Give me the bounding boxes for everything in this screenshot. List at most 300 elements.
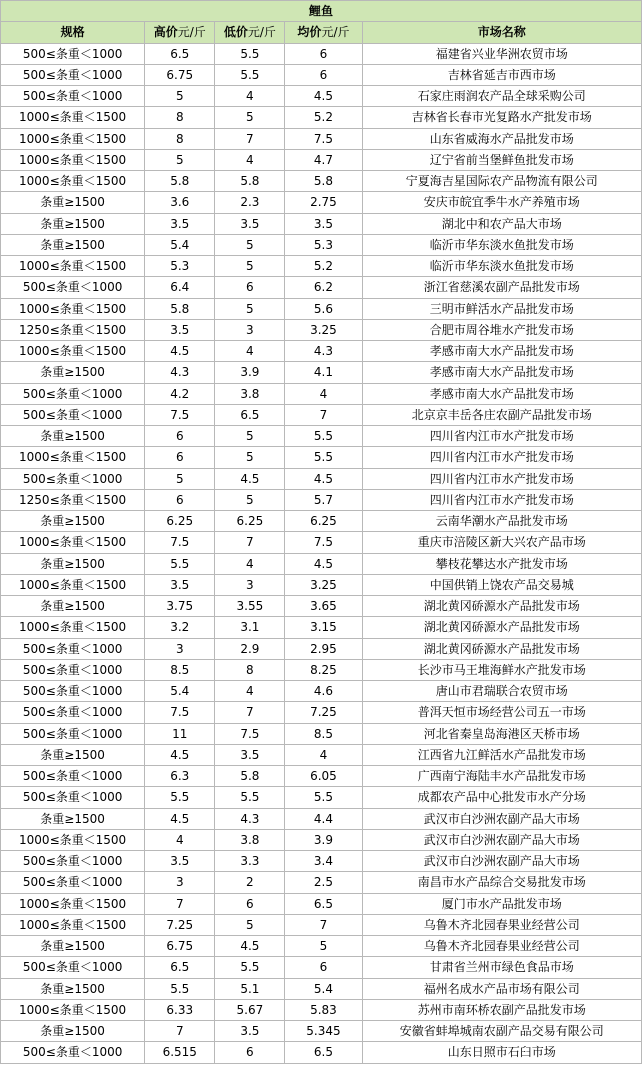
high-price-cell: 4.5 — [145, 341, 215, 362]
market-cell: 福建省兴业华洲农贸市场 — [362, 43, 641, 64]
header-high-label: 高价 — [153, 25, 178, 40]
table-row — [1, 638, 642, 659]
market-cell: 吉林省延吉市西市场 — [362, 64, 641, 85]
avg-price-cell: 6 — [285, 43, 362, 64]
spec-cell: 500≤条重＜1000 — [1, 872, 145, 893]
table-row — [1, 277, 642, 298]
avg-price-cell: 4.7 — [285, 149, 362, 170]
spec-cell: 1250≤条重＜1500 — [1, 319, 145, 340]
spec-cell: 1000≤条重＜1500 — [1, 341, 145, 362]
market-cell: 临沂市华东淡水鱼批发市场 — [362, 234, 641, 255]
low-price-cell: 5 — [215, 107, 285, 128]
market-cell: 安徽省蚌埠城南农副产品交易有限公司 — [362, 1021, 641, 1042]
low-price-cell: 5 — [215, 298, 285, 319]
high-price-cell: 5.8 — [145, 171, 215, 192]
spec-cell: 1000≤条重＜1500 — [1, 617, 145, 638]
low-price-cell: 5 — [215, 914, 285, 935]
spec-cell: 500≤条重＜1000 — [1, 723, 145, 744]
market-cell: 湖北中和农产品大市场 — [362, 213, 641, 234]
market-cell: 唐山市君瑞联合农贸市场 — [362, 681, 641, 702]
low-price-cell: 4 — [215, 341, 285, 362]
spec-cell: 1000≤条重＜1500 — [1, 893, 145, 914]
spec-cell: 1000≤条重＜1500 — [1, 829, 145, 850]
market-cell: 吉林省长春市光复路水产批发市场 — [362, 107, 641, 128]
spec-cell: 1000≤条重＜1500 — [1, 574, 145, 595]
header-low-unit: 元/斤 — [247, 25, 276, 40]
spec-cell: 500≤条重＜1000 — [1, 468, 145, 489]
spec-cell: 1000≤条重＜1500 — [1, 999, 145, 1020]
spec-cell: 条重≥1500 — [1, 362, 145, 383]
market-cell: 孝感市南大水产品批发市场 — [362, 383, 641, 404]
table-row — [1, 957, 642, 978]
table-row — [1, 766, 642, 787]
avg-price-cell: 4.6 — [285, 681, 362, 702]
spec-cell: 500≤条重＜1000 — [1, 404, 145, 425]
table-row — [1, 1021, 642, 1042]
spec-cell: 条重≥1500 — [1, 1021, 145, 1042]
avg-price-cell: 4.1 — [285, 362, 362, 383]
spec-cell: 条重≥1500 — [1, 596, 145, 617]
low-price-cell: 5.8 — [215, 766, 285, 787]
low-price-cell: 3.8 — [215, 383, 285, 404]
table-row — [1, 298, 642, 319]
low-price-cell: 4 — [215, 681, 285, 702]
avg-price-cell: 3.25 — [285, 319, 362, 340]
market-cell: 普洱天恒市场经营公司五一市场 — [362, 702, 641, 723]
low-price-cell: 5.5 — [215, 43, 285, 64]
market-cell: 广西南宁海陆丰水产品批发市场 — [362, 766, 641, 787]
table-row — [1, 978, 642, 999]
high-price-cell: 4.5 — [145, 808, 215, 829]
spec-cell: 1000≤条重＜1500 — [1, 149, 145, 170]
spec-cell: 条重≥1500 — [1, 426, 145, 447]
table-row — [1, 872, 642, 893]
market-cell: 山东省威海水产品批发市场 — [362, 128, 641, 149]
market-cell: 孝感市南大水产品批发市场 — [362, 341, 641, 362]
header-avg-unit: 元/斤 — [321, 25, 350, 40]
header-spec: 规格 — [1, 22, 145, 43]
market-cell: 四川省内江市水产批发市场 — [362, 489, 641, 510]
high-price-cell: 6 — [145, 447, 215, 468]
avg-price-cell: 7.25 — [285, 702, 362, 723]
high-price-cell: 6.33 — [145, 999, 215, 1020]
low-price-cell: 5 — [215, 256, 285, 277]
low-price-cell: 6 — [215, 893, 285, 914]
low-price-cell: 4.3 — [215, 808, 285, 829]
avg-price-cell: 6.25 — [285, 511, 362, 532]
avg-price-cell: 5.2 — [285, 256, 362, 277]
spec-cell: 1000≤条重＜1500 — [1, 128, 145, 149]
table-row — [1, 362, 642, 383]
market-cell: 山东日照市石臼市场 — [362, 1042, 641, 1063]
low-price-cell: 5 — [215, 234, 285, 255]
market-cell: 合肥市周谷堆水产批发市场 — [362, 319, 641, 340]
high-price-cell: 5 — [145, 149, 215, 170]
market-cell: 江西省九江鲜活水产品批发市场 — [362, 744, 641, 765]
avg-price-cell: 8.25 — [285, 659, 362, 680]
low-price-cell: 7 — [215, 128, 285, 149]
market-cell: 石家庄雨润农产品全球采购公司 — [362, 86, 641, 107]
avg-price-cell: 5.8 — [285, 171, 362, 192]
spec-cell: 500≤条重＜1000 — [1, 766, 145, 787]
high-price-cell: 5.3 — [145, 256, 215, 277]
high-price-cell: 11 — [145, 723, 215, 744]
table-row — [1, 43, 642, 64]
table-row — [1, 936, 642, 957]
spec-cell: 条重≥1500 — [1, 744, 145, 765]
table-row — [1, 383, 642, 404]
low-price-cell: 3 — [215, 574, 285, 595]
high-price-cell: 8.5 — [145, 659, 215, 680]
avg-price-cell: 3.25 — [285, 574, 362, 595]
market-cell: 四川省内江市水产批发市场 — [362, 468, 641, 489]
table-row — [1, 808, 642, 829]
avg-price-cell: 3.4 — [285, 851, 362, 872]
table-row — [1, 574, 642, 595]
avg-price-cell: 3.9 — [285, 829, 362, 850]
table-row — [1, 213, 642, 234]
high-price-cell: 3.6 — [145, 192, 215, 213]
high-price-cell: 6.3 — [145, 766, 215, 787]
low-price-cell: 2 — [215, 872, 285, 893]
table-row — [1, 341, 642, 362]
low-price-cell: 5.8 — [215, 171, 285, 192]
low-price-cell: 5.5 — [215, 957, 285, 978]
low-price-cell: 3.3 — [215, 851, 285, 872]
table-row — [1, 319, 642, 340]
high-price-cell: 6.5 — [145, 957, 215, 978]
table-row — [1, 1042, 642, 1063]
avg-price-cell: 6.2 — [285, 277, 362, 298]
market-cell: 辽宁省前当堡鲜鱼批发市场 — [362, 149, 641, 170]
table-row — [1, 553, 642, 574]
avg-price-cell: 8.5 — [285, 723, 362, 744]
market-cell: 宁夏海吉星国际农产品物流有限公司 — [362, 171, 641, 192]
table-row — [1, 468, 642, 489]
table-row — [1, 404, 642, 425]
spec-cell: 500≤条重＜1000 — [1, 277, 145, 298]
spec-cell: 1000≤条重＜1500 — [1, 171, 145, 192]
market-cell: 三明市鲜活水产品批发市场 — [362, 298, 641, 319]
low-price-cell: 6 — [215, 1042, 285, 1063]
market-cell: 安庆市皖宜季牛水产养殖市场 — [362, 192, 641, 213]
table-row — [1, 681, 642, 702]
header-high-unit: 元/斤 — [177, 25, 206, 40]
high-price-cell: 7.5 — [145, 702, 215, 723]
low-price-cell: 5.5 — [215, 64, 285, 85]
table-row — [1, 596, 642, 617]
high-price-cell: 6.515 — [145, 1042, 215, 1063]
table-row — [1, 171, 642, 192]
avg-price-cell: 6 — [285, 64, 362, 85]
market-cell: 云南华潮水产品批发市场 — [362, 511, 641, 532]
avg-price-cell: 3.5 — [285, 213, 362, 234]
spec-cell: 1000≤条重＜1500 — [1, 447, 145, 468]
spec-cell: 1000≤条重＜1500 — [1, 256, 145, 277]
avg-price-cell: 6.05 — [285, 766, 362, 787]
market-cell: 甘肃省兰州市绿色食品市场 — [362, 957, 641, 978]
table-row — [1, 192, 642, 213]
avg-price-cell: 4.5 — [285, 86, 362, 107]
header-high-price — [145, 22, 215, 43]
high-price-cell: 5.4 — [145, 681, 215, 702]
high-price-cell: 3.2 — [145, 617, 215, 638]
market-cell: 乌鲁木齐北园春果业经营公司 — [362, 936, 641, 957]
low-price-cell: 8 — [215, 659, 285, 680]
market-cell: 成都农产品中心批发市水产分场 — [362, 787, 641, 808]
high-price-cell: 4.5 — [145, 744, 215, 765]
spec-cell: 500≤条重＜1000 — [1, 638, 145, 659]
table-row — [1, 744, 642, 765]
table-row — [1, 999, 642, 1020]
market-cell: 武汉市白沙洲农副产品大市场 — [362, 851, 641, 872]
table-row — [1, 787, 642, 808]
low-price-cell: 4 — [215, 86, 285, 107]
low-price-cell: 5 — [215, 447, 285, 468]
market-cell: 武汉市白沙洲农副产品大市场 — [362, 829, 641, 850]
low-price-cell: 7 — [215, 532, 285, 553]
spec-cell: 1000≤条重＜1500 — [1, 107, 145, 128]
low-price-cell: 6.25 — [215, 511, 285, 532]
high-price-cell: 8 — [145, 128, 215, 149]
market-cell: 长沙市马王堆海鲜水产批发市场 — [362, 659, 641, 680]
market-cell: 厦门市水产品批发市场 — [362, 893, 641, 914]
header-avg-label: 均价 — [297, 25, 322, 40]
table-row — [1, 426, 642, 447]
market-cell: 四川省内江市水产批发市场 — [362, 447, 641, 468]
avg-price-cell: 4 — [285, 744, 362, 765]
high-price-cell: 3.75 — [145, 596, 215, 617]
low-price-cell: 2.9 — [215, 638, 285, 659]
low-price-cell: 3.5 — [215, 213, 285, 234]
avg-price-cell: 2.5 — [285, 872, 362, 893]
low-price-cell: 3.9 — [215, 362, 285, 383]
table-row — [1, 64, 642, 85]
table-row — [1, 723, 642, 744]
avg-price-cell: 4.5 — [285, 553, 362, 574]
high-price-cell: 3.5 — [145, 574, 215, 595]
low-price-cell: 3.1 — [215, 617, 285, 638]
spec-cell: 1250≤条重＜1500 — [1, 489, 145, 510]
low-price-cell: 5 — [215, 426, 285, 447]
table-row — [1, 447, 642, 468]
high-price-cell: 5.5 — [145, 787, 215, 808]
low-price-cell: 5.1 — [215, 978, 285, 999]
spec-cell: 500≤条重＜1000 — [1, 659, 145, 680]
high-price-cell: 5.4 — [145, 234, 215, 255]
table-row — [1, 149, 642, 170]
high-price-cell: 3.5 — [145, 319, 215, 340]
table-row — [1, 489, 642, 510]
table-row — [1, 617, 642, 638]
high-price-cell: 7.5 — [145, 532, 215, 553]
low-price-cell: 7 — [215, 702, 285, 723]
low-price-cell: 3.8 — [215, 829, 285, 850]
table-row — [1, 86, 642, 107]
header-low-price — [215, 22, 285, 43]
spec-cell: 500≤条重＜1000 — [1, 702, 145, 723]
high-price-cell: 7 — [145, 1021, 215, 1042]
avg-price-cell: 4 — [285, 383, 362, 404]
table-row — [1, 851, 642, 872]
high-price-cell: 3.5 — [145, 851, 215, 872]
avg-price-cell: 3.65 — [285, 596, 362, 617]
spec-cell: 500≤条重＜1000 — [1, 851, 145, 872]
high-price-cell: 6 — [145, 489, 215, 510]
high-price-cell: 5 — [145, 468, 215, 489]
avg-price-cell: 6.5 — [285, 893, 362, 914]
market-cell: 福州名成水产品市场有限公司 — [362, 978, 641, 999]
market-cell: 临沂市华东淡水鱼批发市场 — [362, 256, 641, 277]
spec-cell: 条重≥1500 — [1, 234, 145, 255]
avg-price-cell: 5.5 — [285, 787, 362, 808]
high-price-cell: 6.75 — [145, 936, 215, 957]
avg-price-cell: 7.5 — [285, 532, 362, 553]
spec-cell: 1000≤条重＜1500 — [1, 298, 145, 319]
low-price-cell: 3.5 — [215, 1021, 285, 1042]
spec-cell: 500≤条重＜1000 — [1, 787, 145, 808]
high-price-cell: 6.5 — [145, 43, 215, 64]
table-row — [1, 829, 642, 850]
low-price-cell: 6.5 — [215, 404, 285, 425]
low-price-cell: 5.5 — [215, 787, 285, 808]
header-row — [1, 22, 642, 43]
spec-cell: 500≤条重＜1000 — [1, 681, 145, 702]
table-body — [1, 43, 642, 1063]
header-market: 市场名称 — [362, 22, 641, 43]
low-price-cell: 4 — [215, 553, 285, 574]
avg-price-cell: 7.5 — [285, 128, 362, 149]
table-row — [1, 234, 642, 255]
avg-price-cell: 5.7 — [285, 489, 362, 510]
table-row — [1, 914, 642, 935]
market-cell: 湖北黄冈硚源水产品批发市场 — [362, 638, 641, 659]
spec-cell: 1000≤条重＜1500 — [1, 532, 145, 553]
avg-price-cell: 4.3 — [285, 341, 362, 362]
spec-cell: 1000≤条重＜1500 — [1, 914, 145, 935]
spec-cell: 条重≥1500 — [1, 808, 145, 829]
high-price-cell: 5.5 — [145, 978, 215, 999]
spec-cell: 条重≥1500 — [1, 511, 145, 532]
avg-price-cell: 5.6 — [285, 298, 362, 319]
title-row — [1, 1, 642, 22]
avg-price-cell: 4.4 — [285, 808, 362, 829]
avg-price-cell: 5.345 — [285, 1021, 362, 1042]
avg-price-cell: 5.5 — [285, 447, 362, 468]
spec-cell: 条重≥1500 — [1, 192, 145, 213]
header-avg-price — [285, 22, 362, 43]
avg-price-cell: 6.5 — [285, 1042, 362, 1063]
market-cell: 北京京丰岳各庄农副产品批发市场 — [362, 404, 641, 425]
spec-cell: 条重≥1500 — [1, 936, 145, 957]
spec-cell: 条重≥1500 — [1, 978, 145, 999]
low-price-cell: 2.3 — [215, 192, 285, 213]
low-price-cell: 3.5 — [215, 744, 285, 765]
avg-price-cell: 2.75 — [285, 192, 362, 213]
high-price-cell: 4 — [145, 829, 215, 850]
market-cell: 乌鲁木齐北园春果业经营公司 — [362, 914, 641, 935]
spec-cell: 500≤条重＜1000 — [1, 86, 145, 107]
avg-price-cell: 5 — [285, 936, 362, 957]
market-cell: 武汉市白沙洲农副产品大市场 — [362, 808, 641, 829]
table-row — [1, 256, 642, 277]
market-cell: 湖北黄冈硚源水产品批发市场 — [362, 617, 641, 638]
low-price-cell: 7.5 — [215, 723, 285, 744]
table-row — [1, 532, 642, 553]
high-price-cell: 3.5 — [145, 213, 215, 234]
market-cell: 南昌市水产品综合交易批发市场 — [362, 872, 641, 893]
high-price-cell: 6.25 — [145, 511, 215, 532]
market-cell: 四川省内江市水产批发市场 — [362, 426, 641, 447]
low-price-cell: 4.5 — [215, 936, 285, 957]
avg-price-cell: 5.2 — [285, 107, 362, 128]
high-price-cell: 8 — [145, 107, 215, 128]
spec-cell: 500≤条重＜1000 — [1, 43, 145, 64]
avg-price-cell: 4.5 — [285, 468, 362, 489]
market-cell: 苏州市南环桥农副产品批发市场 — [362, 999, 641, 1020]
spec-cell: 条重≥1500 — [1, 213, 145, 234]
high-price-cell: 5 — [145, 86, 215, 107]
avg-price-cell: 5.3 — [285, 234, 362, 255]
market-cell: 湖北黄冈硚源水产品批发市场 — [362, 596, 641, 617]
low-price-cell: 6 — [215, 277, 285, 298]
table-row — [1, 702, 642, 723]
high-price-cell: 4.2 — [145, 383, 215, 404]
high-price-cell: 7 — [145, 893, 215, 914]
table-row — [1, 107, 642, 128]
high-price-cell: 5.5 — [145, 553, 215, 574]
spec-cell: 500≤条重＜1000 — [1, 1042, 145, 1063]
header-low-label: 低价 — [223, 25, 248, 40]
high-price-cell: 7.25 — [145, 914, 215, 935]
high-price-cell: 3 — [145, 638, 215, 659]
avg-price-cell: 3.15 — [285, 617, 362, 638]
low-price-cell: 4 — [215, 149, 285, 170]
high-price-cell: 7.5 — [145, 404, 215, 425]
low-price-cell: 3 — [215, 319, 285, 340]
spec-cell: 条重≥1500 — [1, 553, 145, 574]
avg-price-cell: 5.5 — [285, 426, 362, 447]
market-cell: 河北省秦皇岛海港区天桥市场 — [362, 723, 641, 744]
market-cell: 孝感市南大水产品批发市场 — [362, 362, 641, 383]
high-price-cell: 6 — [145, 426, 215, 447]
table-title: 鲤鱼 — [1, 1, 642, 22]
high-price-cell: 5.8 — [145, 298, 215, 319]
table-row — [1, 893, 642, 914]
avg-price-cell: 5.83 — [285, 999, 362, 1020]
high-price-cell: 6.4 — [145, 277, 215, 298]
spec-cell: 500≤条重＜1000 — [1, 957, 145, 978]
table-row — [1, 511, 642, 532]
avg-price-cell: 6 — [285, 957, 362, 978]
table-row — [1, 659, 642, 680]
spec-cell: 500≤条重＜1000 — [1, 64, 145, 85]
market-cell: 中国供销上饶农产品交易城 — [362, 574, 641, 595]
low-price-cell: 3.55 — [215, 596, 285, 617]
avg-price-cell: 5.4 — [285, 978, 362, 999]
market-cell: 攀枝花攀达水产批发市场 — [362, 553, 641, 574]
high-price-cell: 4.3 — [145, 362, 215, 383]
avg-price-cell: 7 — [285, 914, 362, 935]
market-cell: 重庆市涪陵区新大兴农产品市场 — [362, 532, 641, 553]
market-cell: 浙江省慈溪农副产品批发市场 — [362, 277, 641, 298]
high-price-cell: 6.75 — [145, 64, 215, 85]
spec-cell: 500≤条重＜1000 — [1, 383, 145, 404]
low-price-cell: 5 — [215, 489, 285, 510]
table-row — [1, 128, 642, 149]
avg-price-cell: 7 — [285, 404, 362, 425]
avg-price-cell: 2.95 — [285, 638, 362, 659]
